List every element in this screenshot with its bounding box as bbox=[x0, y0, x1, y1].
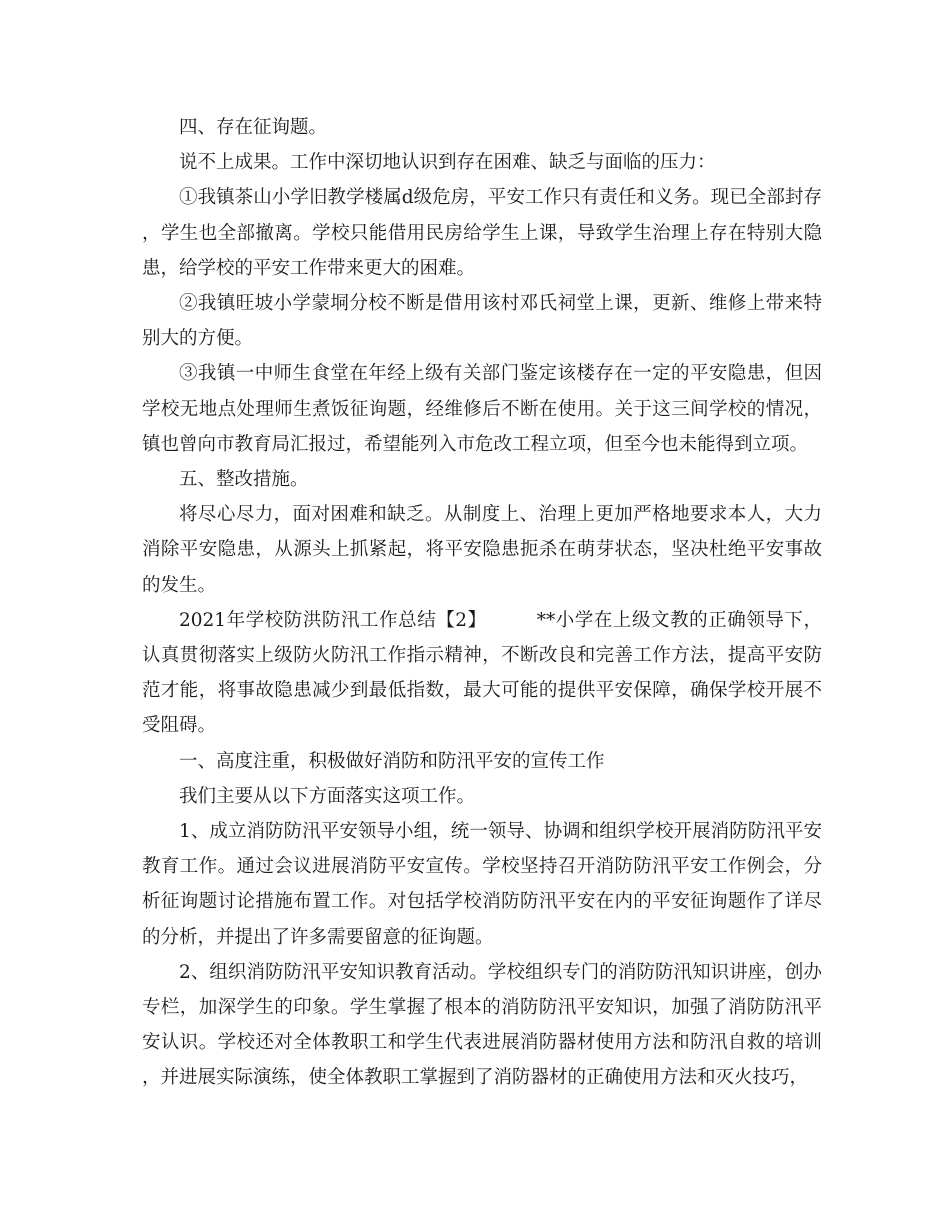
heading-rectification: 五、整改措施。 bbox=[179, 469, 309, 491]
paragraph-problem-1: ①我镇茶山小学旧教学楼属d级危房，平安工作只有责任和义务。现已全部封存，学生也全部撤离。学校只能借用民房给学生上课，导致学生治理上存在特别大隐患，给学校的平安工作带来更大的困难。 bbox=[142, 187, 822, 279]
heading-publicity: 一、高度注重，积极做好消防和防汛平安的宣传工作 bbox=[179, 750, 605, 772]
paragraph-intro-problems: 说不上成果。工作中深切地认识到存在困难、缺乏与面临的压力： bbox=[179, 152, 716, 174]
paragraph-publicity-intro: 我们主要从以下方面落实这项工作。 bbox=[179, 785, 476, 807]
paragraph-problem-2: ②我镇旺坡小学蒙垌分校不断是借用该村邓氏祠堂上课，更新、维修上带来特别大的方便。 bbox=[142, 293, 822, 350]
paragraph-problem-3: ③我镇一中师生食堂在年经上级有关部门鉴定该楼存在一定的平安隐患，但因学校无地点处理师生煮饭征询题，经维修后不断在使用。关于这三间学校的情况，镇也曾向市教育局汇报过，希望能列入市危改工程立项，但至今也未能得到立项。 bbox=[142, 363, 822, 455]
section2-body: **小学在上级文教的正确领导下，认真贯彻落实上级防火防汛工作指示精神，不断改良和完善工作方法，提高平安防范才能，将事故隐患减少到最低指数，最大可能的提供平安保障，确保学校开展不受阻碍。 bbox=[142, 609, 822, 737]
section2-title: 2021年学校防洪防汛工作总结【2】 bbox=[179, 609, 487, 631]
paragraph-section2 bbox=[142, 603, 822, 744]
paragraph-rectification: 将尽心尽力，面对困难和缺乏。从制度上、治理上更加严格地要求本人，大力消除平安隐患，从源头上抓紧起，将平安隐患扼杀在萌芽状态，坚决杜绝平安事故的发生。 bbox=[142, 504, 822, 596]
document-body bbox=[142, 110, 822, 1096]
paragraph-item-1: 1、成立消防防汛平安领导小组，统一领导、协调和组织学校开展消防防汛平安教育工作。通过会议进展消防平安宣传。学校坚持召开消防防汛平安工作例会，分析征询题讨论措施布置工作。对包括学校消防防汛平安在内的平安征询题作了详尽的分析，并提出了许多需要留意的征询题。 bbox=[142, 821, 822, 948]
heading-existing-problems: 四、存在征询题。 bbox=[179, 117, 328, 138]
paragraph-item-2: 2、组织消防防汛平安知识教育活动。学校组织专门的消防防汛知识讲座，创办专栏，加深学生的印象。学生掌握了根本的消防防汛平安知识，加强了消防防汛平安认识。学校还对全体教职工和学生代表进展消防器材使用方法和防汛自救的培训，并进展实际演练，使全体教职工掌握到了消防器材的正确使用方法和灭火技巧， bbox=[142, 961, 822, 1089]
